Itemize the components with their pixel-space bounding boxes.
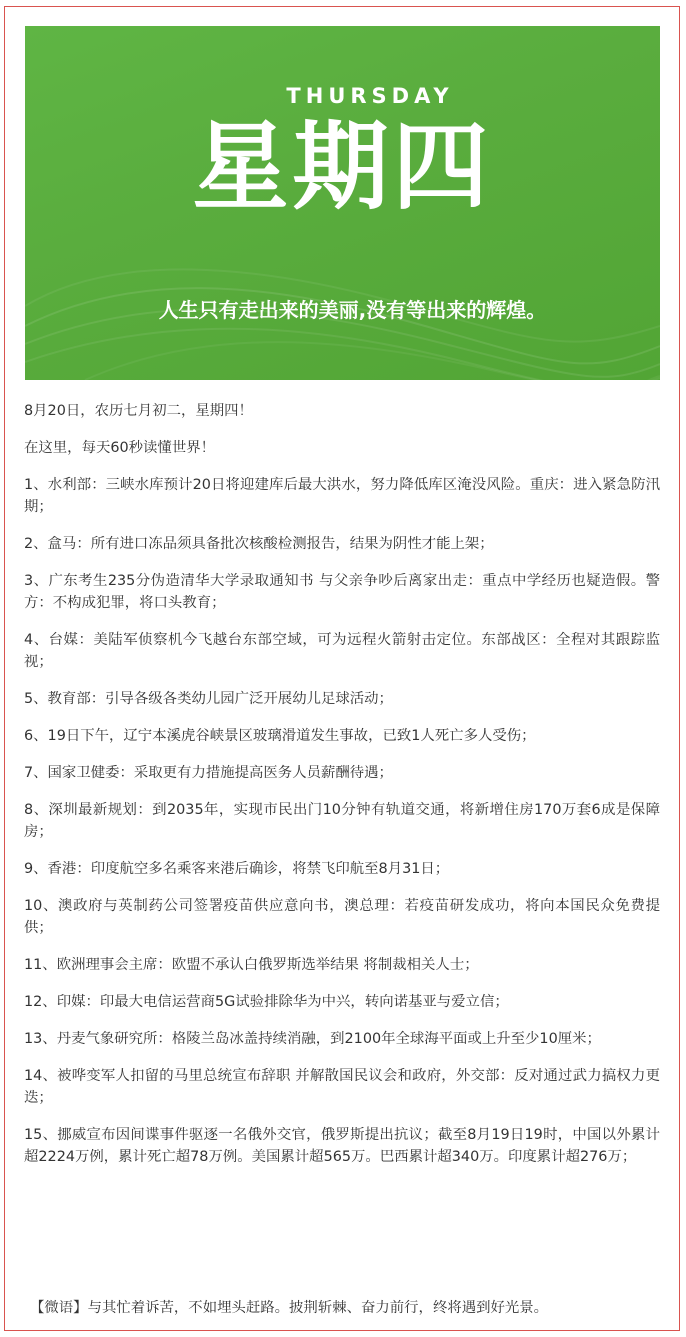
date-line: 8月20日，农历七月初二，星期四！ [24,403,253,419]
news-item-8: 8、深圳最新规划：到2035年，实现市民出门10分钟有轨道交通，将新增住房170万套6成是保障房； [24,802,660,840]
banner-day-english: THURSDAY [286,84,454,108]
news-item-11: 11、欧洲理事会主席：欧盟不承认白俄罗斯选举结果 将制裁相关人士； [24,957,479,973]
news-item-3: 3、广东考生235分伪造清华大学录取通知书 与父亲争吵后离家出走：重点中学经历也疑造假。警方：不构成犯罪，将口头教育； [24,573,660,611]
news-item-6: 6、19日下午，辽宁本溪虎谷峡景区玻璃滑道发生事故，已致1人死亡多人受伤； [24,728,536,744]
news-item-15: 15、挪威宣布因间谍事件驱逐一名俄外交官，俄罗斯提出抗议；截至8月19日19时，中国以外累计超2224万例，累计死亡超78万例。美国累计超565万。巴西累计超340万。印度累计超276万； [24,1127,660,1165]
tagline: 在这里，每天60秒读懂世界！ [24,440,215,456]
news-item-1: 1、水利部：三峡水库预计20日将迎建库后最大洪水，努力降低库区淹没风险。重庆：进入紧急防汛期； [24,477,660,515]
news-item-9: 9、香港：印度航空多名乘客来港后确诊，将禁飞印航至8月31日； [24,861,450,877]
banner-motto: 人生只有走出来的美丽,没有等出来的辉煌。 [158,298,547,322]
news-item-2: 2、盒马：所有进口冻品须具备批次核酸检测报告，结果为阴性才能上架； [24,536,494,552]
news-item-5: 5、教育部：引导各级各类幼儿园广泛开展幼儿足球活动； [24,691,393,707]
header-banner [25,26,660,380]
banner-day-chinese: 星期四 [192,111,493,223]
news-item-13: 13、丹麦气象研究所：格陵兰岛冰盖持续消融，到2100年全球海平面或上升至少10厘米； [24,1031,601,1047]
news-item-7: 7、国家卫健委：采取更有力措施提高医务人员薪酬待遇； [24,765,393,781]
news-item-4: 4、台媒：美陆军侦察机今飞越台东部空域，可为远程火箭射击定位。东部战区：全程对其跟踪监视； [24,632,660,670]
news-item-12: 12、印媒：印最大电信运营商5G试验排除华为中兴，转向诺基亚与爱立信； [24,994,509,1010]
news-item-14: 14、被哗变军人扣留的马里总统宣布辞职 并解散国民议会和政府，外交部：反对通过武力搞权力更迭； [24,1068,660,1106]
news-item-10: 10、澳政府与英制药公司签署疫苗供应意向书，澳总理：若疫苗研发成功，将向本国民众免费提供； [24,898,660,936]
weiyu-quote: 【微语】与其忙着诉苦，不如埋头赶路。披荆斩棘、奋力前行，终将遇到好光景。 [30,1300,549,1316]
article-body [24,400,660,1183]
